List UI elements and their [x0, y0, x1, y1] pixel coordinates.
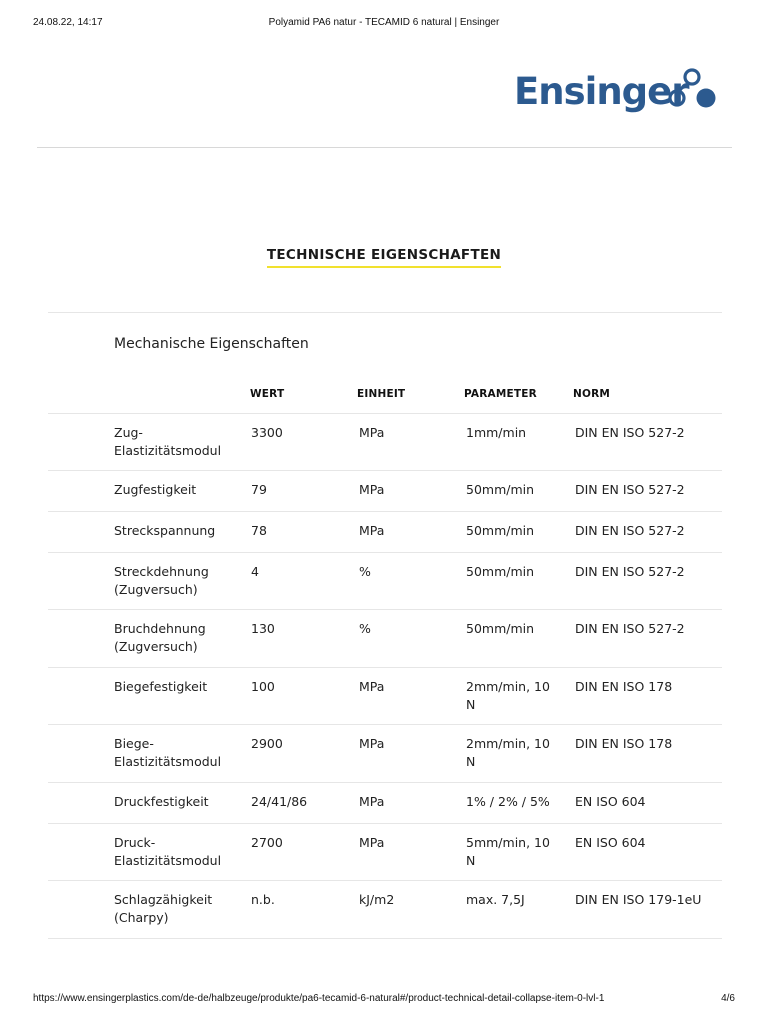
logo-wordmark: Ensinger: [514, 70, 689, 113]
property-name: Druck- Elastizitätsmodul: [114, 835, 222, 868]
property-parameter: 2mm/min, 10 N: [466, 679, 550, 712]
property-name: Zugfestigkeit: [114, 482, 197, 497]
property-parameter: 2mm/min, 10 N: [466, 736, 550, 769]
property-name: Schlagzähigkeit (Charpy): [114, 892, 213, 925]
property-norm: DIN EN ISO 527-2: [575, 523, 685, 538]
section-heading: [0, 244, 768, 268]
property-name: Zug- Elastizitätsmodul: [114, 425, 222, 458]
property-value: 130: [251, 621, 275, 636]
property-value: 100: [251, 679, 275, 694]
row-divider: [48, 880, 722, 881]
row-divider: [48, 413, 722, 414]
property-name: Bruchdehnung (Zugversuch): [114, 621, 206, 654]
property-value: 79: [251, 482, 267, 497]
property-norm: DIN EN ISO 179-1eU: [575, 892, 702, 907]
print-datetime: 24.08.22, 14:17: [33, 17, 103, 28]
property-parameter: 1mm/min: [466, 425, 527, 440]
property-value: 2700: [251, 835, 283, 850]
print-header: [0, 17, 768, 31]
print-page-number: 4/6: [721, 993, 735, 1004]
table-title: Mechanische Eigenschaften: [114, 336, 309, 352]
property-norm: DIN EN ISO 527-2: [575, 482, 685, 497]
column-header-value: WERT: [250, 388, 285, 400]
property-unit: MPa: [359, 835, 385, 850]
property-norm: DIN EN ISO 527-2: [575, 621, 685, 636]
property-name: Druckfestigkeit: [114, 794, 209, 809]
property-unit: kJ/m2: [359, 892, 395, 907]
table-end-divider: [48, 938, 722, 939]
property-norm: DIN EN ISO 178: [575, 736, 673, 751]
property-unit: MPa: [359, 523, 385, 538]
property-parameter: max. 7,5J: [466, 892, 525, 907]
property-parameter: 50mm/min: [466, 523, 535, 538]
section-title: TECHNISCHE EIGENSCHAFTEN: [267, 247, 501, 268]
column-header-unit: EINHEIT: [357, 388, 406, 400]
property-parameter: 50mm/min: [466, 564, 535, 579]
property-unit: MPa: [359, 736, 385, 751]
row-divider: [48, 470, 722, 471]
property-norm: DIN EN ISO 527-2: [575, 564, 685, 579]
header-divider: [37, 147, 732, 148]
property-parameter: 1% / 2% / 5%: [466, 794, 550, 809]
property-parameter: 5mm/min, 10 N: [466, 835, 550, 868]
property-norm: DIN EN ISO 178: [575, 679, 673, 694]
column-header-norm: NORM: [573, 388, 611, 400]
row-divider: [48, 667, 722, 668]
property-value: 78: [251, 523, 267, 538]
logo-circles-icon: [666, 68, 718, 112]
row-divider: [48, 511, 722, 512]
print-url: https://www.ensingerplastics.com/de-de/halbzeuge/produkte/pa6-tecamid-6-natural#/product-technical-detail-collapse-item-0-lvl-1: [33, 993, 605, 1004]
property-parameter: 50mm/min: [466, 482, 535, 497]
property-value: 3300: [251, 425, 283, 440]
row-divider: [48, 823, 722, 824]
property-parameter: 50mm/min: [466, 621, 535, 636]
property-value: 4: [251, 564, 259, 579]
print-footer: [0, 993, 768, 1007]
property-value: 2900: [251, 736, 283, 751]
property-unit: MPa: [359, 425, 385, 440]
row-divider: [48, 782, 722, 783]
row-divider: [48, 609, 722, 610]
row-divider: [48, 724, 722, 725]
property-name: Streckspannung: [114, 523, 216, 538]
print-page-title: Polyamid PA6 natur - TECAMID 6 natural | Ensinger: [268, 17, 500, 28]
property-value: 24/41/86: [251, 794, 308, 809]
property-norm: EN ISO 604: [575, 835, 646, 850]
property-unit: %: [359, 564, 371, 579]
property-unit: MPa: [359, 794, 385, 809]
property-name: Biegefestigkeit: [114, 679, 208, 694]
column-header-parameter: PARAMETER: [464, 388, 537, 400]
section-divider: [48, 312, 722, 313]
property-norm: EN ISO 604: [575, 794, 646, 809]
property-unit: MPa: [359, 679, 385, 694]
property-name: Biege- Elastizitätsmodul: [114, 736, 222, 769]
property-value: n.b.: [251, 892, 275, 907]
property-unit: MPa: [359, 482, 385, 497]
property-unit: %: [359, 621, 371, 636]
ensinger-logo[interactable]: [514, 66, 719, 116]
property-norm: DIN EN ISO 527-2: [575, 425, 685, 440]
property-name: Streckdehnung (Zugversuch): [114, 564, 209, 597]
row-divider: [48, 552, 722, 553]
